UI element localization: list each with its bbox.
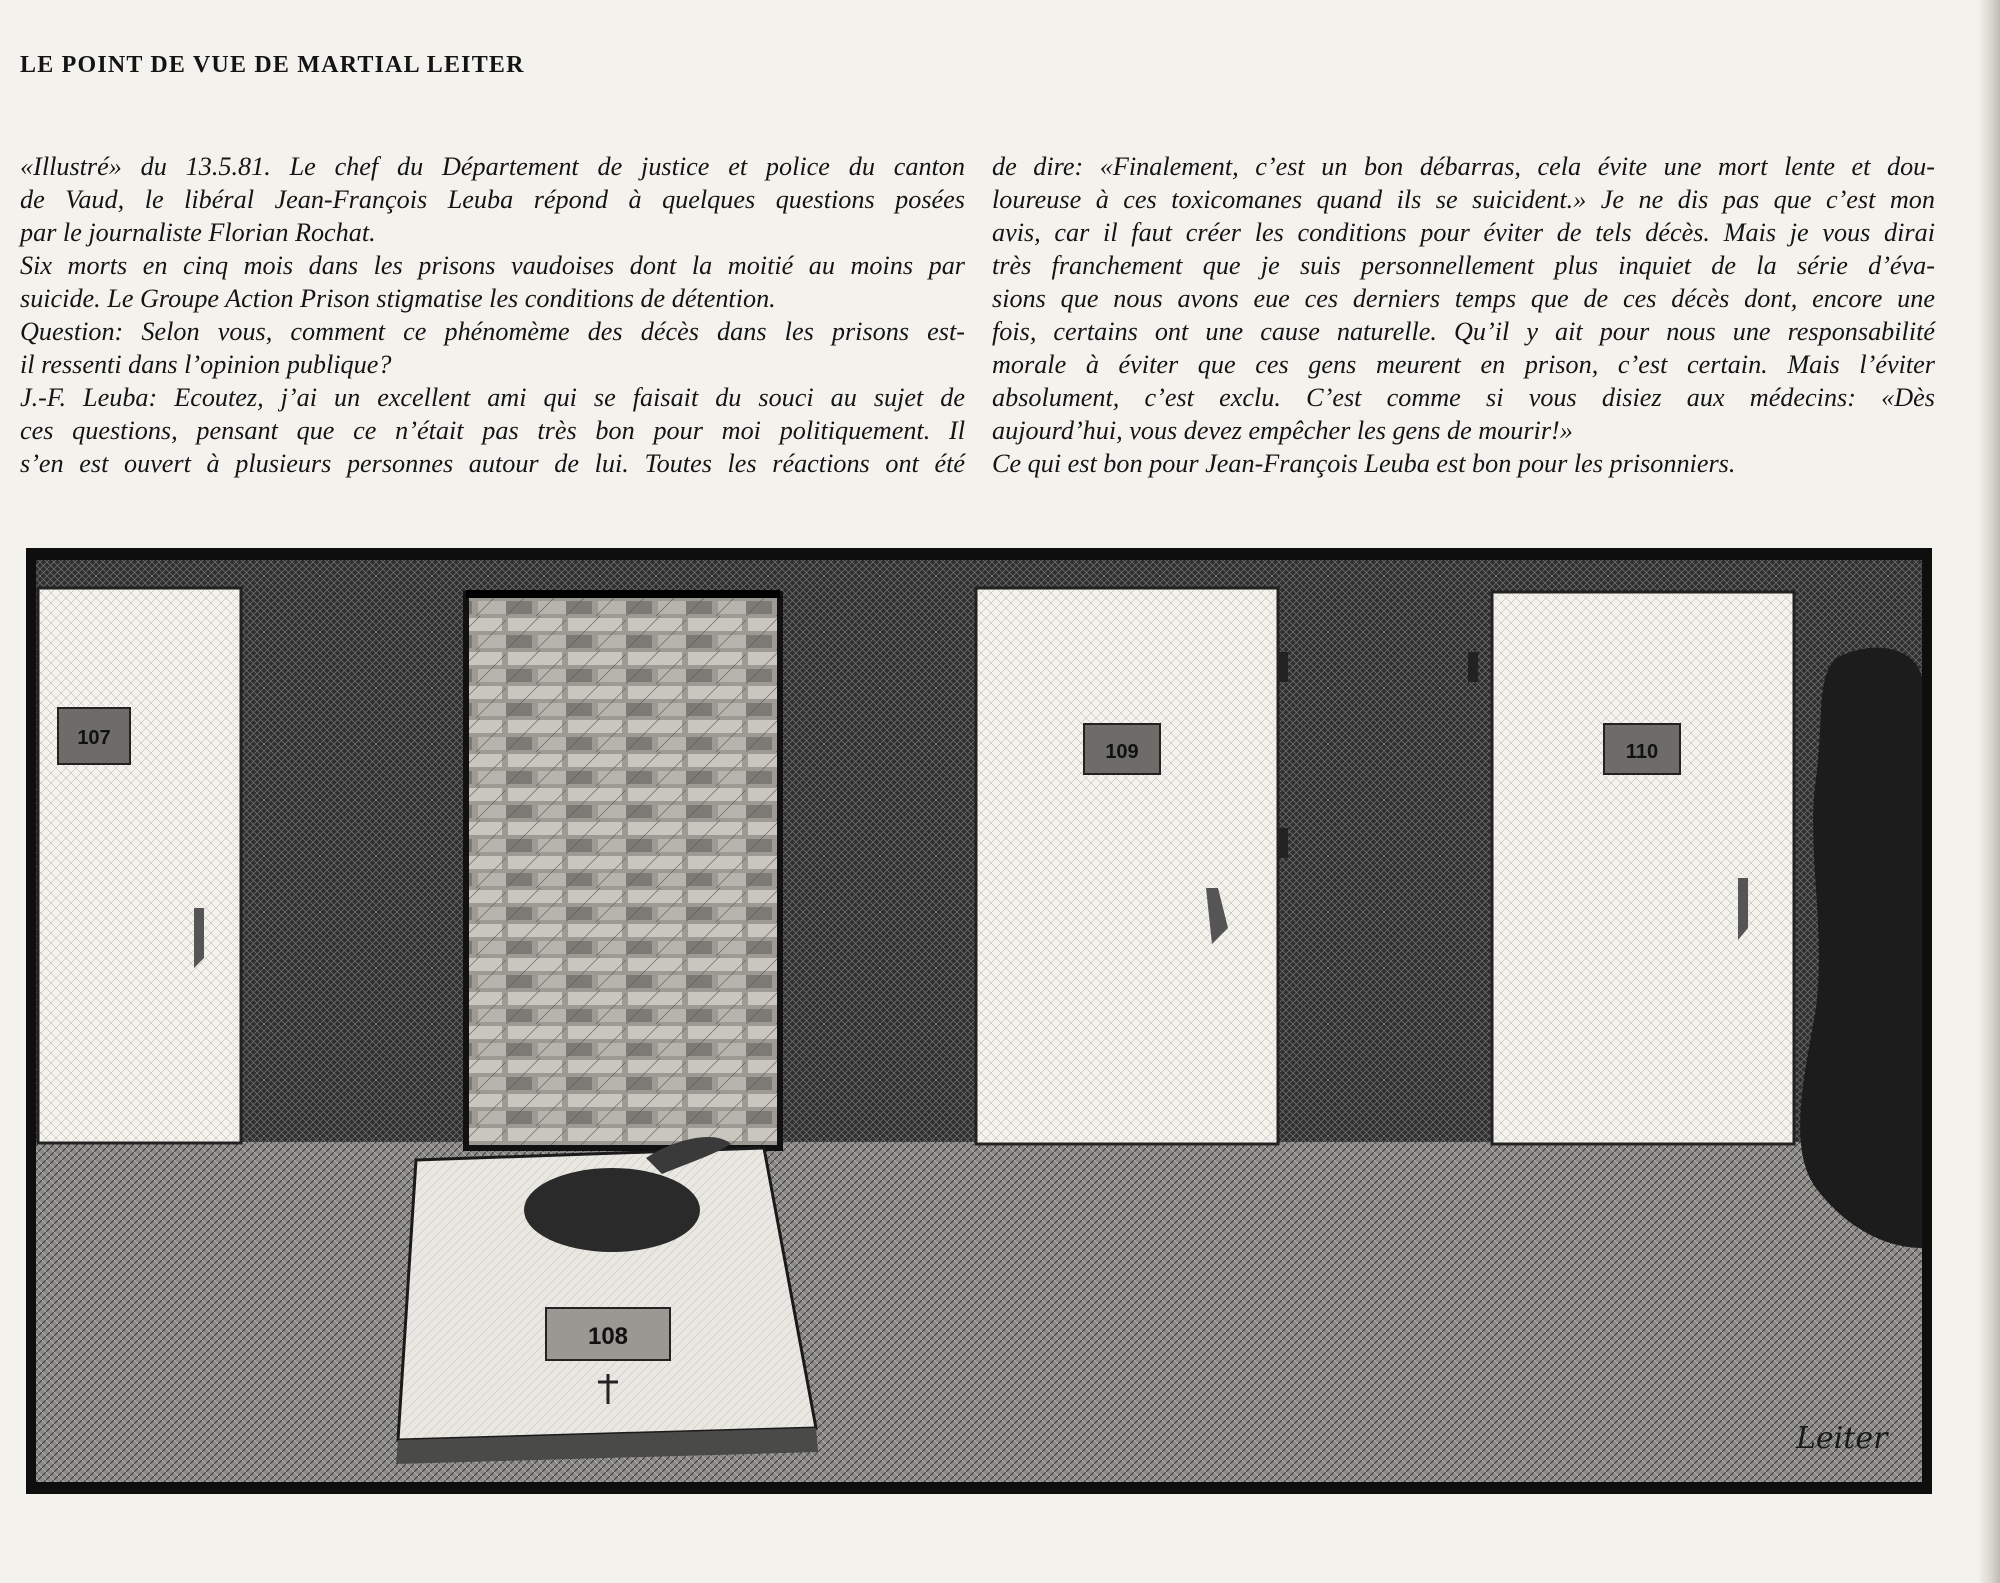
- artist-signature: Leiter: [1796, 1421, 1888, 1456]
- text-line: absolument, c’est exclu. C’est comme si vous disiez aux médecins: «Dès: [992, 383, 1935, 412]
- cell-door-107: [38, 588, 241, 1143]
- svg-text:108: 108: [587, 1323, 629, 1350]
- text-line: «Illustré» du 13.5.81. Le chef du Département de justice et police du canton: [20, 152, 965, 181]
- text-line: loureuse à ces toxicomanes quand ils se suicident.» Je ne dis pas que c’est mon: [992, 185, 1935, 214]
- text-line: très franchement que je suis personnellement plus inquiet de la série d’éva-: [992, 251, 1935, 280]
- svg-text:109: 109: [1105, 741, 1139, 763]
- cartoon-illustration: [26, 548, 1932, 1494]
- tombstone-108: [396, 1137, 818, 1464]
- text-line: Six morts en cinq mois dans les prisons vaudoises dont la moitié au moins par: [20, 251, 965, 280]
- cell-door-109: [976, 588, 1288, 1144]
- text-line: Question: Selon vous, comment ce phénomème des décès dans les prisons est-: [20, 317, 965, 346]
- svg-text:110: 110: [1625, 741, 1659, 763]
- text-line: par le journaliste Florian Rochat.: [20, 218, 376, 247]
- article-column-right: [992, 150, 1935, 480]
- page-edge-shadow: [1978, 0, 2000, 1583]
- text-line: ces questions, pensant que ce n’était pas très bon pour moi politiquement. Il: [20, 416, 965, 445]
- text-line: de Vaud, le libéral Jean-François Leuba répond à quelques questions posées: [20, 185, 965, 214]
- text-line: s’en est ouvert à plusieurs personnes autour de lui. Toutes les réactions ont été: [20, 449, 965, 478]
- corridor-floor: [36, 1142, 1922, 1482]
- text-line: aujourd’hui, vous devez empêcher les gens de mourir!»: [992, 416, 1573, 445]
- text-line: sions que nous avons eue ces derniers temps que de ces décès dont, encore une: [992, 284, 1935, 313]
- text-line: de dire: «Finalement, c’est un bon débarras, cela évite une mort lente et dou-: [992, 152, 1935, 181]
- text-line: Ce qui est bon pour Jean-François Leuba est bon pour les prisonniers.: [992, 449, 1736, 478]
- text-line: morale à éviter que ces gens meurent en prison, c’est certain. Mais l’éviter: [992, 350, 1935, 379]
- wreath: [524, 1168, 700, 1252]
- text-line: suicide. Le Groupe Action Prison stigmatise les conditions de détention.: [20, 284, 776, 313]
- article-column-left: [20, 150, 965, 480]
- text-line: avis, car il faut créer les conditions pour éviter de tels décès. Mais je vous dirai: [992, 218, 1935, 247]
- text-line: fois, certains ont une cause naturelle. Qu’il y ait pour nous une responsabilité: [992, 317, 1935, 346]
- cell-door-110: [1468, 592, 1794, 1144]
- bricked-doorway: [466, 594, 780, 1148]
- text-line: J.-F. Leuba: Ecoutez, j’ai un excellent ami qui se faisait du souci au sujet de: [20, 383, 965, 412]
- cartoon-svg: [26, 548, 1932, 1494]
- svg-text:107: 107: [77, 727, 111, 749]
- page-title: LE POINT DE VUE DE MARTIAL LEITER: [20, 52, 525, 78]
- text-line: il ressenti dans l’opinion publique?: [20, 350, 392, 379]
